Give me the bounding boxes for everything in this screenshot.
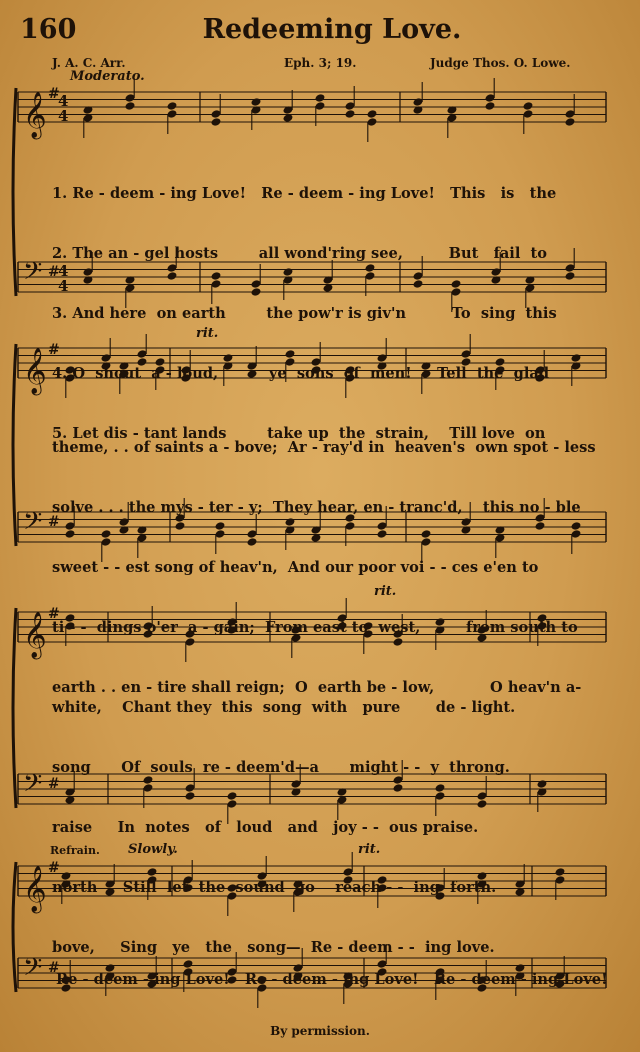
lyric-line: raise In notes of loud and joy - - ous praise. [52,819,479,836]
note-head [555,867,566,877]
rit-marking: rit. [374,584,397,599]
lyric-line: theme, . . of saints a - bove; Ar - ray'd in heaven's own spot - less [52,439,596,456]
note-head [565,117,576,127]
note-head [251,97,262,107]
lyrics-refrain [56,930,608,1010]
bass-clef: 𝄢 [23,769,43,804]
hymn-title: Redeeming Love. [202,14,462,45]
note-head [315,93,326,103]
key-signature-sharp: # [48,514,60,530]
lyric-line: sweet - - est song of heav'n, And our poor voi - - ces e'en to [52,559,539,576]
system-brace [13,344,16,546]
lyric-line: white, Chant they this song with pure de - light. [52,699,516,716]
lyric-line: north Still let the sound go reach - - ing forth. [52,879,497,896]
note-head [485,101,496,111]
system-brace [13,608,16,808]
key-signature-sharp: # [48,264,60,280]
hymn-number: 160 [20,14,77,45]
bass-clef: 𝄢 [23,953,43,988]
lyric-line: 2. The an - gel hosts all wond'ring see, But fail to [52,245,548,262]
key-signature-sharp: # [48,606,60,622]
note-head [367,109,378,119]
lyric-line: 5. Let dis - tant lands take up the strain, Till love on [52,425,546,442]
key-signature-sharp: # [48,960,60,976]
time-signature: 4 [58,262,69,280]
lyric-line: song Of souls re - deem'd—a might - - y throng. [52,759,510,776]
time-signature: 4 [58,277,69,295]
note-head [537,779,548,789]
note-head [125,101,136,111]
key-signature-sharp: # [48,860,60,876]
composer-credit: J. A. C. Arr. [52,56,126,70]
system-brace [13,88,16,296]
note-head [211,117,222,127]
note-head [565,271,576,281]
refrain-label: Refrain. [50,844,100,857]
tempo-marking: Moderato. [70,69,145,84]
note-head [523,101,534,111]
bass-clef: 𝄢 [23,507,43,542]
treble-clef: 𝄞 [23,612,47,658]
bass-clef: 𝄢 [23,257,43,292]
footer-credit: By permission. [270,1024,370,1038]
note-head [167,101,178,111]
scripture-reference: Eph. 3; 19. [284,56,357,70]
author-credit: Judge Thos. O. Lowe. [430,56,571,70]
treble-clef: 𝄞 [23,92,47,138]
key-signature-sharp: # [48,86,60,102]
refrain-tempo: Slowly. [128,842,178,857]
time-signature: 4 [58,92,69,110]
rit-marking: rit. [358,842,381,857]
treble-clef: 𝄞 [23,348,47,394]
lyric-line: bove, Sing ye the song— Re - deem - - ing love. [52,939,495,956]
rit-marking: rit. [196,326,219,341]
lyric-line: earth . . en - tire shall reign; O earth be - low, O heav'n a- [52,679,582,696]
time-signature: 4 [58,107,69,125]
note-head [571,353,582,363]
note-head [345,109,356,119]
key-signature-sharp: # [48,776,60,792]
lyric-line: solve . . . the mys - ter - y; They hear, en - tranc'd, this no - ble [52,499,581,516]
treble-clef: 𝄞 [23,866,47,912]
key-signature-sharp: # [48,342,60,358]
lyric-line: 1. Re - deem - ing Love! Re - deem - ing Love! This is the [52,185,557,202]
lyric-line: Re - deem - ing Love! Re - deem - ing Love! Re - deem - ing Love! [56,971,608,988]
system-brace [13,862,16,992]
lyric-line: 3. And here on earth the pow'r is giv'n To sing this [52,305,557,322]
lyric-line: 4. O shout a - loud, ye sons of men! Tell the glad [52,365,550,382]
lyric-line: ti - - dings o'er a - gain; From east to west, from south to [52,619,578,636]
